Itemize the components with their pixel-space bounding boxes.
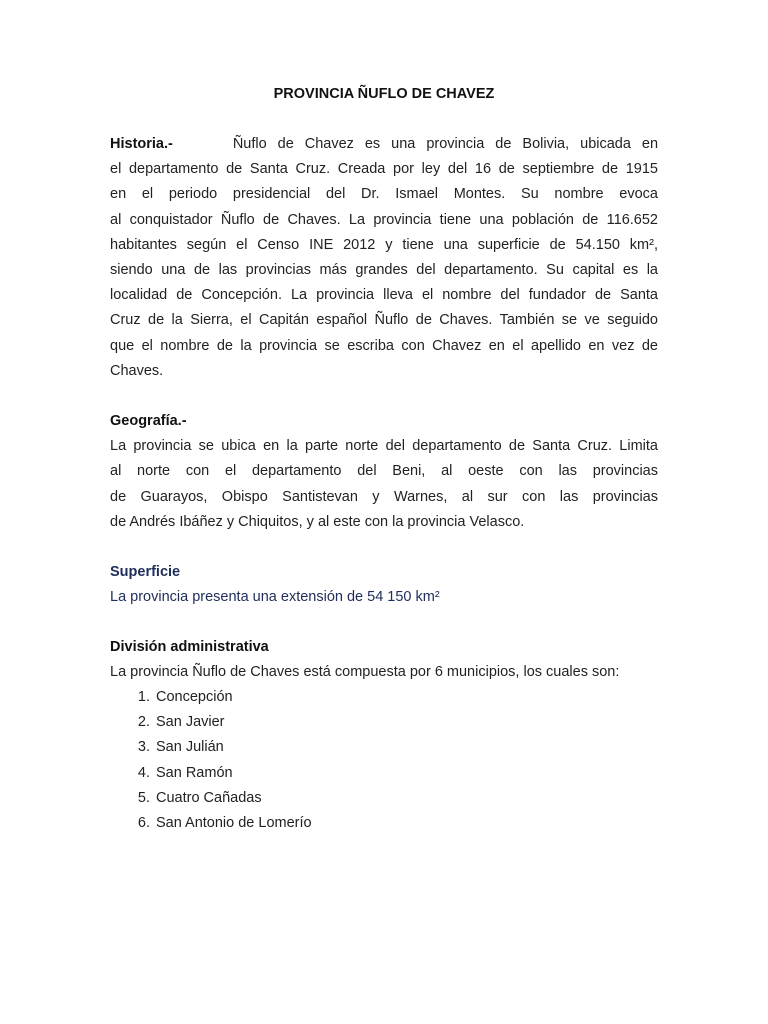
- superficie-heading: Superficie: [110, 564, 181, 580]
- list-item: 2. San Javier: [137, 714, 225, 731]
- historia-line: que el nombre de la provincia se escriba con Chavez en el apellido en vez de: [110, 337, 658, 354]
- historia-section: [110, 132, 658, 384]
- historia-line: Chaves.: [110, 362, 164, 379]
- municipio-name: San Antonio de Lomerío: [156, 815, 312, 832]
- historia-line-text: Ñuflo de Chavez es una provincia de Bolivia, ubicada en: [232, 136, 658, 152]
- superficie-section: [110, 560, 658, 610]
- historia-line: [110, 132, 658, 157]
- historia-line: el departamento de Santa Cruz. Creada por ley del 16 de septiembre de 1915: [110, 161, 658, 178]
- municipio-name: Concepción: [156, 689, 233, 705]
- municipio-name: Cuatro Cañadas: [156, 789, 262, 806]
- historia-line: en el periodo presidencial del Dr. Ismael Montes. Su nombre evoca: [110, 186, 658, 203]
- division-intro: La provincia Ñuflo de Chaves está compuesta por 6 municipios, los cuales son:: [110, 664, 620, 681]
- historia-line: siendo una de las provincias más grandes del departamento. Su capital es la: [110, 261, 658, 278]
- historia-line: localidad de Concepción. La provincia lleva el nombre del fundador de Santa: [110, 287, 658, 304]
- division-section: [110, 635, 658, 685]
- list-item: 4. San Ramón: [137, 764, 233, 781]
- list-item: 6. San Antonio de Lomerío: [137, 815, 312, 832]
- list-item: 1. Concepción: [137, 689, 233, 705]
- municipios-list: [110, 685, 312, 836]
- division-heading: División administrativa: [110, 639, 269, 655]
- geografia-line: La provincia se ubica en la parte norte del departamento de Santa Cruz. Limita: [110, 438, 658, 455]
- geografia-line: de Guarayos, Obispo Santistevan y Warnes, al sur con las provincias: [110, 488, 658, 505]
- geografia-heading: Geografía.-: [110, 413, 187, 429]
- list-item: 3. San Julián: [137, 739, 224, 756]
- superficie-text: La provincia presenta una extensión de 54 150 km²: [110, 589, 440, 606]
- document-title: PROVINCIA ÑUFLO DE CHAVEZ: [273, 86, 495, 102]
- municipio-name: San Javier: [156, 714, 225, 731]
- list-item: 5. Cuatro Cañadas: [137, 789, 262, 806]
- historia-line: habitantes según el Censo INE 2012 y tiene una superficie de 54.150 km²,: [110, 236, 658, 253]
- geografia-line: de Andrés Ibáñez y Chiquitos, y al este con la provincia Velasco.: [110, 513, 525, 530]
- historia-heading: Historia.-: [110, 136, 173, 152]
- geografia-line: al norte con el departamento del Beni, al oeste con las provincias: [110, 463, 658, 480]
- historia-line: Cruz de la Sierra, el Capitán español Ñuflo de Chaves. También se ve seguido: [110, 312, 658, 329]
- municipio-name: San Ramón: [156, 764, 233, 781]
- municipio-name: San Julián: [156, 739, 224, 756]
- geografia-section: [110, 409, 658, 535]
- historia-line: al conquistador Ñuflo de Chaves. La provincia tiene una población de 116.652: [110, 211, 658, 228]
